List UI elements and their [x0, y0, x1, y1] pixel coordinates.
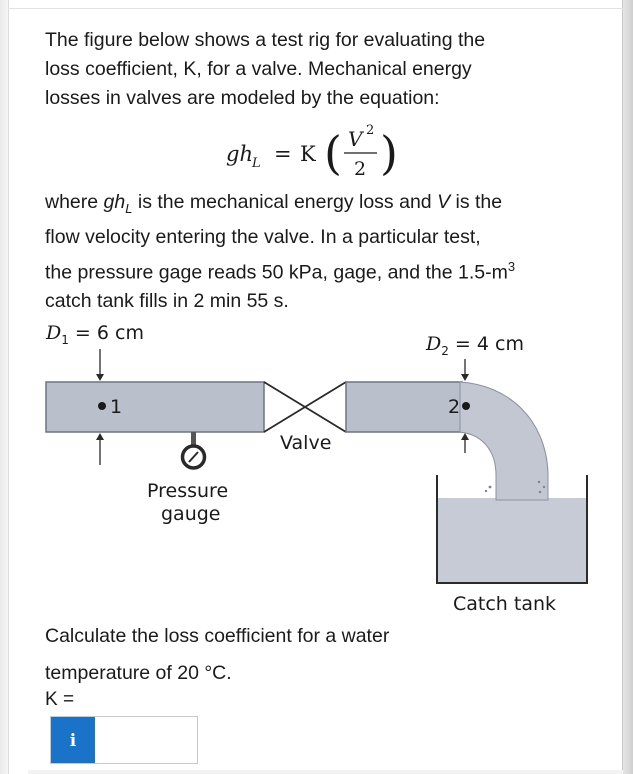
- v-symbol: V: [437, 191, 451, 213]
- window-left-edge: [0, 0, 9, 774]
- arrowhead: [461, 433, 469, 440]
- water-stream: [460, 382, 548, 500]
- eq-paren-open: (: [324, 126, 342, 180]
- info-icon[interactable]: i: [51, 717, 95, 763]
- eq-lhs-sub: L: [252, 156, 261, 171]
- where-text: is the mechanical energy loss and: [132, 191, 438, 213]
- d2-label: $D_2 = 4$ cm: [426, 333, 524, 358]
- arrowhead: [461, 374, 469, 381]
- splash-drop: [543, 486, 545, 488]
- arrowhead: [96, 374, 104, 381]
- k-answer-input[interactable]: [97, 718, 193, 760]
- question-text: [45, 618, 605, 692]
- intro-line: The figure below shows a test rig for evaluating the: [45, 29, 486, 51]
- intro-line: loss coefficient, K, for a valve. Mechanical energy: [45, 58, 472, 80]
- d1-label: $D_1 = 6$ cm: [46, 322, 144, 347]
- tank-water: [437, 498, 587, 582]
- eq-k: K: [300, 142, 316, 166]
- outlet-pipe: [346, 382, 462, 432]
- splash-drop: [489, 486, 492, 489]
- scrollbar[interactable]: [622, 0, 633, 774]
- loss-equation: [222, 118, 452, 188]
- eq-numerator: V: [348, 127, 363, 151]
- gh-symbol: gh: [103, 191, 126, 213]
- arrowhead: [96, 433, 104, 440]
- point-1-label: 1: [110, 396, 123, 418]
- eq-numerator-exp: 2: [366, 123, 375, 138]
- gh-subscript: L: [125, 200, 133, 216]
- catch-tank-label: Catch tank: [453, 593, 557, 615]
- splash-drop: [539, 491, 541, 493]
- test-rig-figure: [40, 315, 600, 625]
- pressure-gauge-label: Pressure: [147, 480, 229, 502]
- point-2-marker: [462, 402, 470, 410]
- eq-lhs: gh: [226, 142, 253, 166]
- where-text: is the: [450, 191, 503, 213]
- pressure-gauge-label: gauge: [161, 503, 221, 525]
- problem-intro: [45, 26, 590, 113]
- point-2-label: 2: [448, 396, 461, 418]
- answer-field: [50, 716, 198, 764]
- inlet-pipe: [46, 382, 264, 432]
- gauge-stem: [191, 432, 196, 446]
- problem-details: [45, 188, 590, 316]
- answer-label: K =: [45, 689, 75, 710]
- cubic-superscript: 3: [507, 258, 516, 274]
- splash-drop: [538, 481, 540, 483]
- window-bottom-edge: [28, 770, 623, 774]
- splash-drop: [485, 490, 487, 492]
- window-top-edge: [8, 0, 623, 9]
- details-line: the pressure gage reads 50 kPa, gage, and the 1.5-m: [45, 261, 508, 284]
- intro-line: losses in valves are modeled by the equation:: [45, 87, 440, 109]
- question-line: temperature of 20 °C.: [45, 662, 232, 684]
- question-line: Calculate the loss coefficient for a water: [45, 625, 390, 647]
- valve-label: Valve: [280, 432, 332, 454]
- eq-equals: =: [274, 142, 292, 166]
- where-text: where: [45, 191, 104, 213]
- eq-paren-close: ): [380, 126, 398, 180]
- details-line: flow velocity entering the valve. In a particular test,: [45, 225, 481, 248]
- point-1-marker: [98, 402, 106, 410]
- details-line: catch tank fills in 2 min 55 s.: [45, 290, 289, 313]
- eq-denominator: 2: [354, 158, 367, 180]
